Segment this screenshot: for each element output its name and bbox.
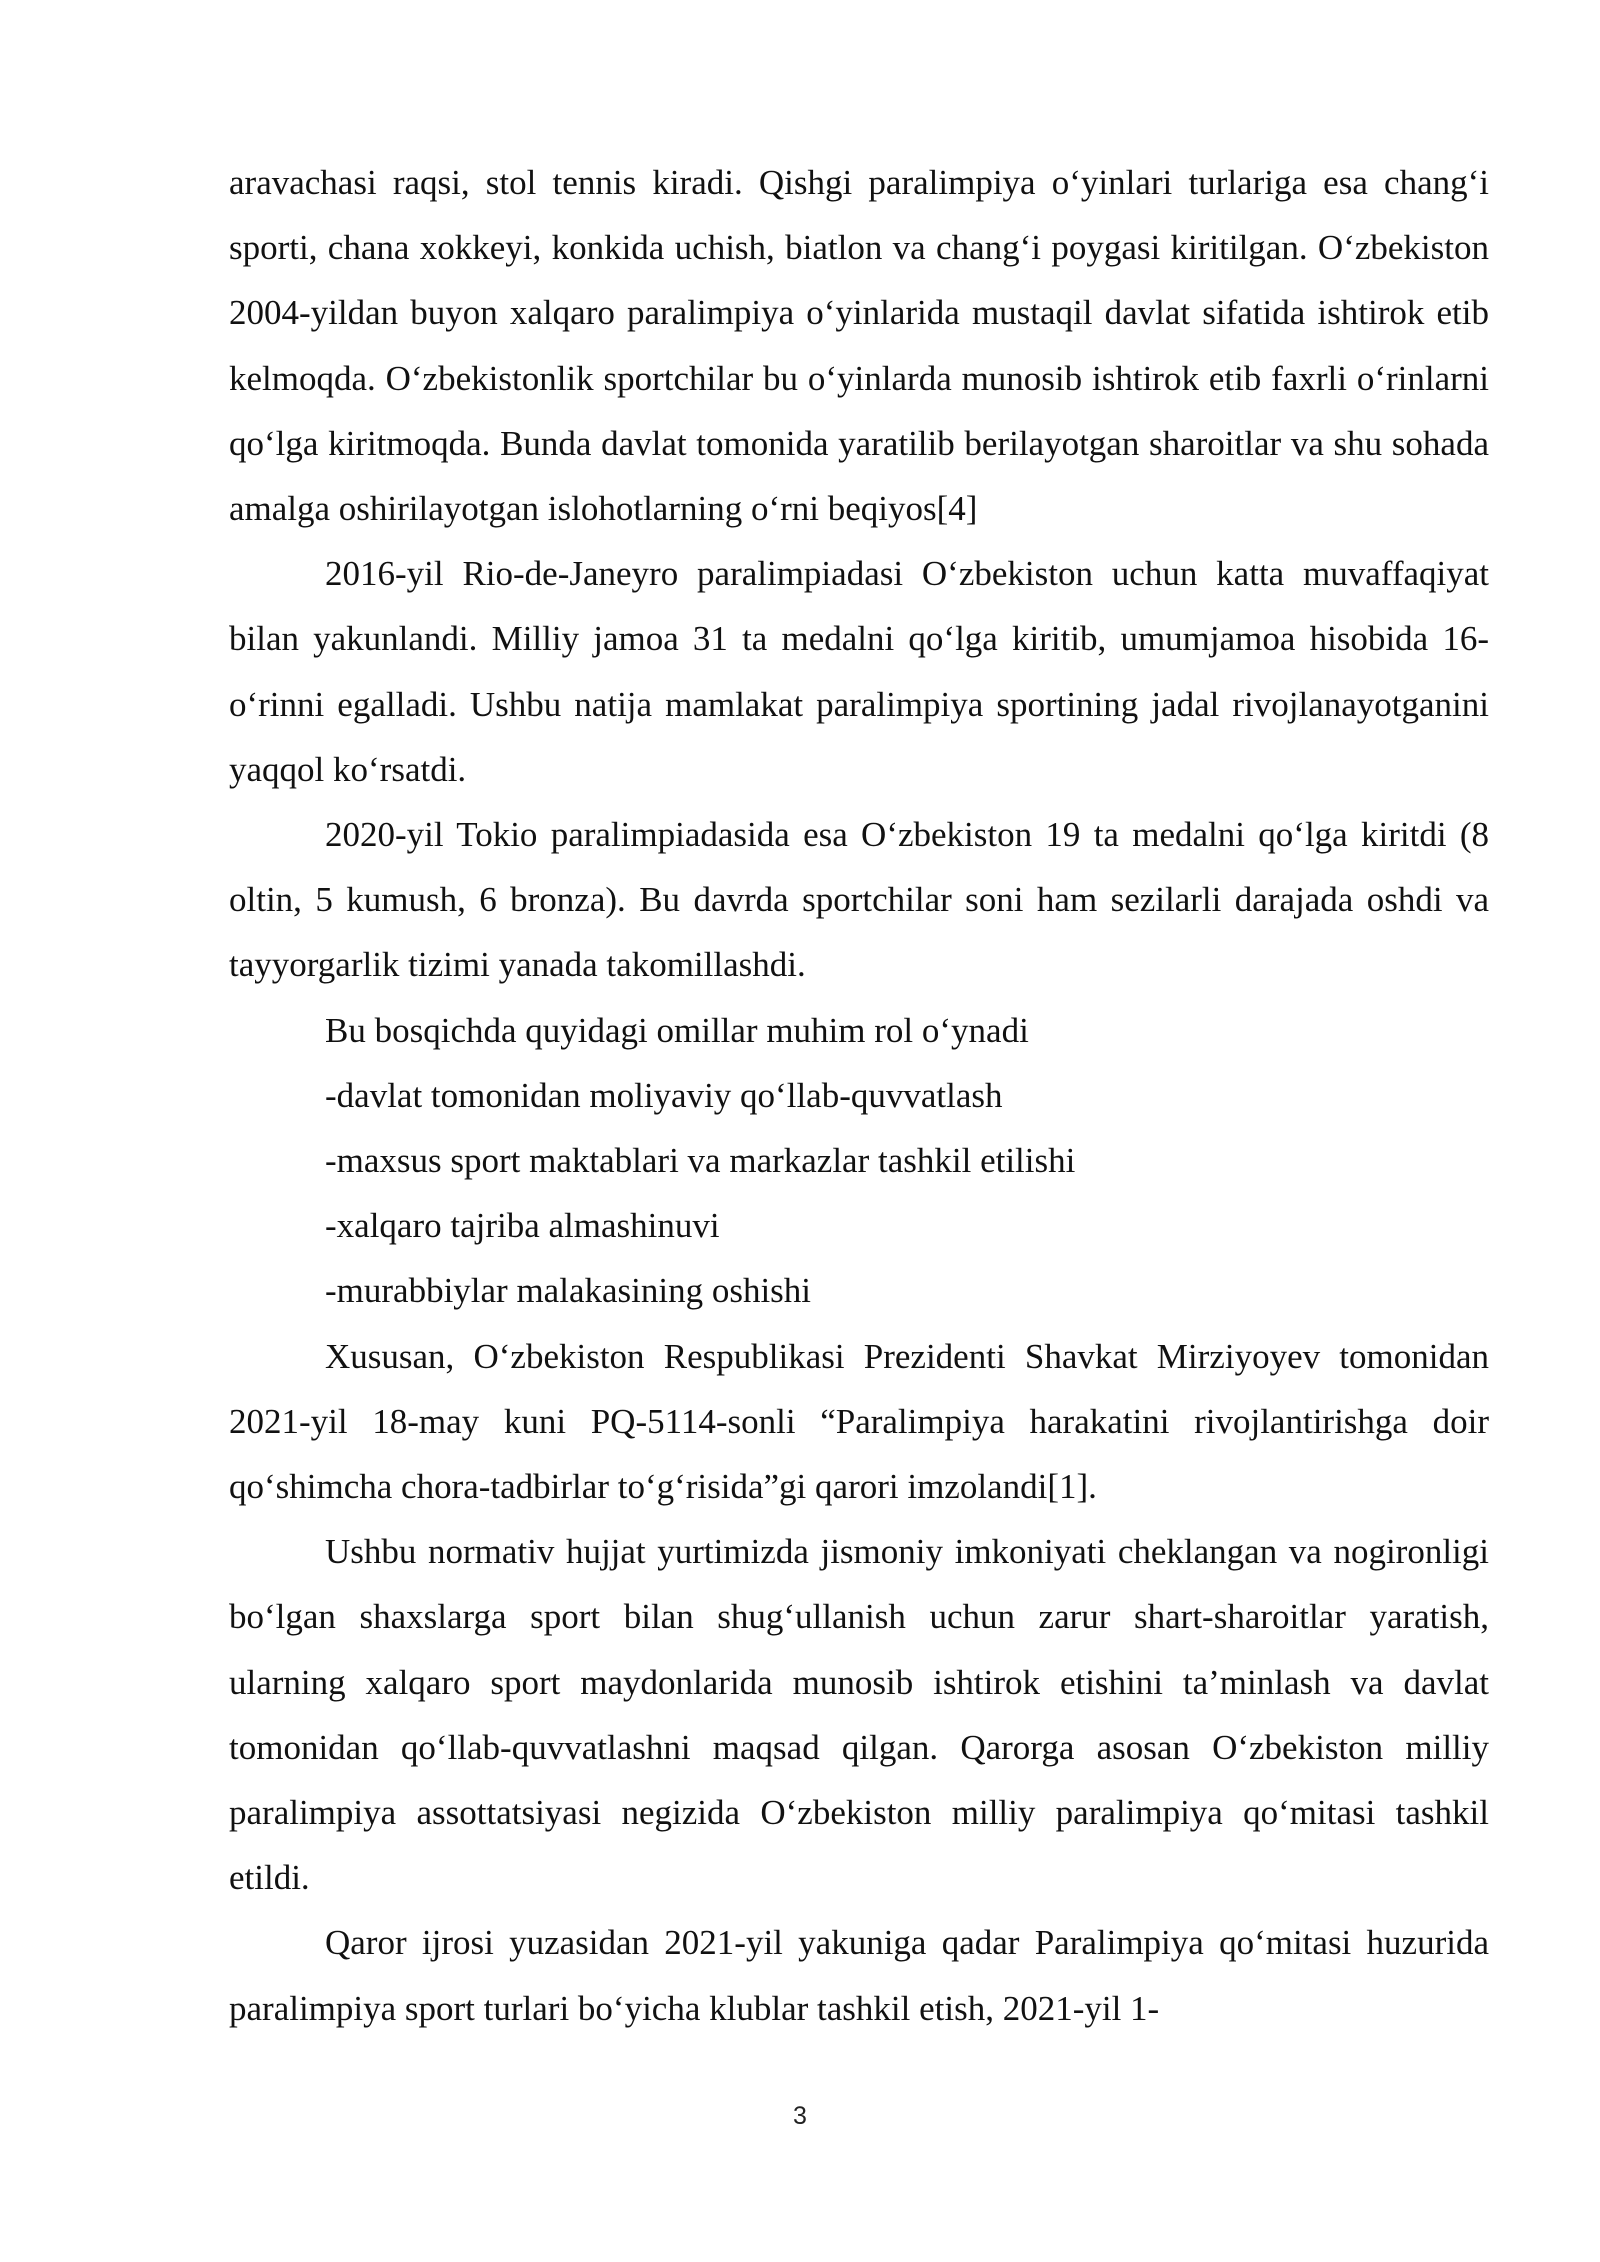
paragraph-tokyo-2020: 2020-yil Tokio paralimpiadasida esa O‘zbekiston 19 ta medalni qo‘lga kiritdi (8 oltin, 5 kumush, 6 bronza). Bu davrda sportchilar soni ham sezilarli darajada oshdi va tayyorgarlik tizimi yanada takomillashdi. [229,815,1489,985]
list-item: -maxsus sport maktablari va markazlar tashkil etilishi [325,1141,1076,1181]
paragraph-presidential-decree: Xususan, O‘zbekiston Respublikasi Prezidenti Shavkat Mirziyoyev tomonidan 2021-yil 18-may kuni PQ-5114-sonli “Paralimpiya harakatini rivojlantirishga doir qo‘shimcha chora-tadbirlar to‘g‘risida”gi qarori imzolandi[1]. [229,1336,1489,1507]
list-intro: Bu bosqichda quyidagi omillar muhim rol o‘ynadi [325,1010,1029,1050]
paragraph-rio-2016: 2016-yil Rio-de-Janeyro paralimpiadasi O‘zbekiston uchun katta muvaffaqiyat bilan yakunlandi. Milliy jamoa 31 ta medalni qo‘lga kiritib, umumjamoa hisobida 16-o‘rinni egalladi. Ushbu natija mamlakat paralimpiya sportining jadal rivojlanayotganini yaqqol ko‘rsatdi. [229,554,1489,789]
paragraph-normative-document: Ushbu normativ hujjat yurtimizda jismoniy imkoniyati cheklangan va nogironligi bo‘lgan shaxslarga sport bilan shug‘ullanish uchun zarur shart-sharoitlar yaratish, ularning xalqaro sport maydonlarida munosib ishtirok etishini ta’minlash va davlat tomonidan qo‘llab-quvvatlashni maqsad qilgan. Qarorga asosan O‘zbekiston milliy paralimpiya assottatsiyasi negizida O‘zbekiston milliy paralimpiya qo‘mitasi tashkil etildi. [229,1532,1489,1898]
document-page [229,150,1489,2041]
list-item: -murabbiylar malakasining oshishi [325,1271,812,1311]
page-number: 3 [793,2102,807,2130]
list-item: -xalqaro tajriba almashinuvi [325,1206,720,1246]
paragraph-continuation: aravachasi raqsi, stol tennis kiradi. Qishgi paralimpiya o‘yinlari turlariga esa chang‘i sporti, chana xokkeyi, konkida uchish, biatlon va chang‘i poygasi kiritilgan. O‘zbekiston 2004-yildan buyon xalqaro paralimpiya o‘yinlarida mustaqil davlat sifatida ishtirok etib kelmoqda. O‘zbekistonlik sportchilar bu o‘yinlarda munosib ishtirok etib faxrli o‘rinlarni qo‘lga kiritmoqda. Bunda davlat tomonida yaratilib berilayotgan sharoitlar va shu sohada amalga oshirilayotgan islohotlarning o‘rni beqiyos[4] [229,163,1489,529]
paragraph-decree-implementation: Qaror ijrosi yuzasidan 2021-yil yakuniga qadar Paralimpiya qo‘mitasi huzurida paralimpiya sport turlari bo‘yicha klublar tashkil etish, 2021-yil 1- [229,1923,1489,2028]
list-item: -davlat tomonidan moliyaviy qo‘llab-quvvatlash [325,1075,1003,1115]
